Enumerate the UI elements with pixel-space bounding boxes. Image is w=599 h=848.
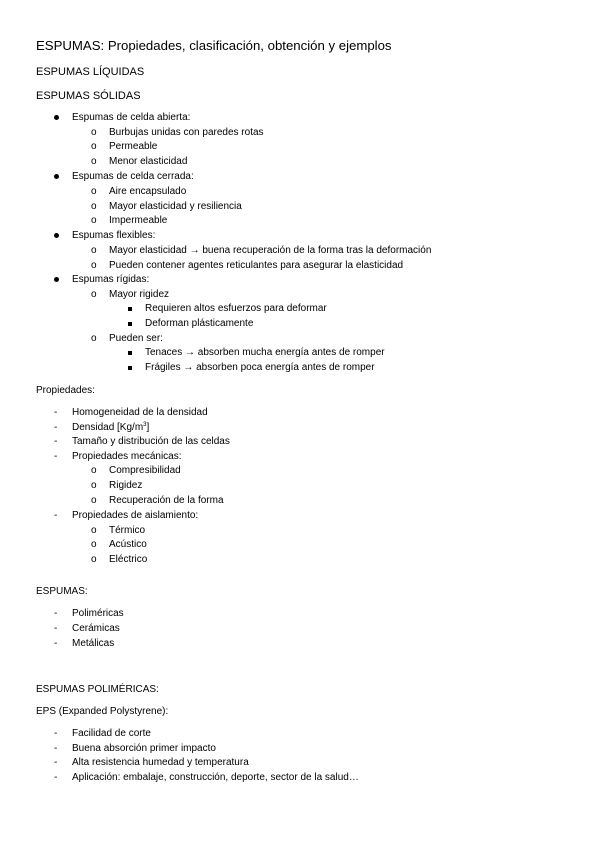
bullet-dash: -	[54, 623, 58, 634]
list-item: Mayor elasticidad y resiliencia	[109, 201, 242, 212]
heading-espumas-liquidas: ESPUMAS LÍQUIDAS	[36, 66, 145, 78]
list-item: Requieren altos esfuerzos para deformar	[145, 303, 327, 314]
densidad-close: ]	[146, 422, 150, 433]
densidad-text: Densidad [Kg/m	[72, 422, 144, 433]
list-item: Impermeable	[109, 215, 168, 226]
list-item: Acústico	[109, 539, 147, 550]
list-item: Menor elasticidad	[109, 156, 188, 167]
bullet-dash: -	[54, 407, 58, 418]
bullet-square	[128, 351, 132, 355]
list-item: Tenaces → absorben mucha energía antes de romper	[145, 347, 385, 358]
list-item: Frágiles → absorben poca energía antes de romper	[145, 362, 375, 373]
bullet-dash: -	[54, 638, 58, 649]
bullet-circle: o	[91, 245, 97, 256]
bullet-circle: o	[91, 141, 97, 152]
list-item: Propiedades de aislamiento:	[72, 510, 199, 521]
bullet-circle: o	[91, 289, 97, 300]
page-title: ESPUMAS: Propiedades, clasificación, obtención y ejemplos	[36, 38, 392, 53]
bullet-square	[128, 366, 132, 370]
bullet-circle: o	[91, 554, 97, 565]
list-item: Recuperación de la forma	[109, 495, 224, 506]
list-item: Homogeneidad de la densidad	[72, 407, 208, 418]
list-item: Tamaño y distribución de las celdas	[72, 436, 230, 447]
bullet-circle: o	[91, 480, 97, 491]
bullet-circle: o	[91, 215, 97, 226]
list-item: Pueden contener agentes reticulantes para asegurar la elasticidad	[109, 260, 404, 271]
bullet-dash: -	[54, 451, 58, 462]
section-label-propiedades: Propiedades:	[36, 385, 95, 396]
list-item: Metálicas	[72, 638, 115, 649]
list-item: Burbujas unidas con paredes rotas	[109, 127, 264, 138]
list-item: Espumas de celda abierta:	[72, 112, 191, 123]
list-item-densidad	[72, 422, 149, 434]
bullet-circle: o	[91, 156, 97, 167]
densidad-exponent: 3	[143, 422, 147, 428]
bullet-disc	[54, 277, 59, 282]
bullet-circle: o	[91, 201, 97, 212]
bullet-circle: o	[91, 186, 97, 197]
list-item: Pueden ser:	[109, 333, 163, 344]
list-item: Aplicación: embalaje, construcción, deporte, sector de la salud…	[72, 772, 359, 783]
bullet-disc	[54, 174, 59, 179]
bullet-circle: o	[91, 127, 97, 138]
list-item: Espumas de celda cerrada:	[72, 171, 194, 182]
list-item: Espumas rígidas:	[72, 274, 150, 285]
bullet-circle: o	[91, 465, 97, 476]
list-item: Buena absorción primer impacto	[72, 743, 216, 754]
bullet-dash: -	[54, 510, 58, 521]
heading-espumas-solidas: ESPUMAS SÓLIDAS	[36, 90, 141, 102]
bullet-circle: o	[91, 525, 97, 536]
bullet-circle: o	[91, 260, 97, 271]
list-item: Alta resistencia humedad y temperatura	[72, 757, 249, 768]
bullet-dash: -	[54, 772, 58, 783]
section-label-espumas: ESPUMAS:	[36, 586, 88, 597]
list-item: Propiedades mecánicas:	[72, 451, 182, 462]
eps-label: EPS (Expanded Polystyrene):	[36, 706, 169, 717]
bullet-disc	[54, 233, 59, 238]
list-item: Compresibilidad	[109, 465, 181, 476]
list-item: Aire encapsulado	[109, 186, 187, 197]
list-item: Facilidad de corte	[72, 728, 151, 739]
list-item: Deforman plásticamente	[145, 318, 254, 329]
section-label-polimericas: ESPUMAS POLIMÉRICAS:	[36, 684, 159, 695]
bullet-dash: -	[54, 422, 58, 433]
bullet-dash: -	[54, 743, 58, 754]
list-item: Mayor elasticidad → buena recuperación de la forma tras la deformación	[109, 245, 432, 256]
bullet-circle: o	[91, 495, 97, 506]
bullet-circle: o	[91, 333, 97, 344]
list-item: Rigidez	[109, 480, 143, 491]
list-item: Permeable	[109, 141, 158, 152]
bullet-square	[128, 322, 132, 326]
bullet-disc	[54, 115, 59, 120]
list-item: Eléctrico	[109, 554, 148, 565]
bullet-circle: o	[91, 539, 97, 550]
list-item: Espumas flexibles:	[72, 230, 156, 241]
bullet-dash: -	[54, 436, 58, 447]
list-item: Poliméricas	[72, 608, 124, 619]
bullet-dash: -	[54, 728, 58, 739]
bullet-dash: -	[54, 608, 58, 619]
list-item: Cerámicas	[72, 623, 120, 634]
list-item: Térmico	[109, 525, 146, 536]
bullet-dash: -	[54, 757, 58, 768]
list-item: Mayor rigidez	[109, 289, 170, 300]
bullet-square	[128, 307, 132, 311]
